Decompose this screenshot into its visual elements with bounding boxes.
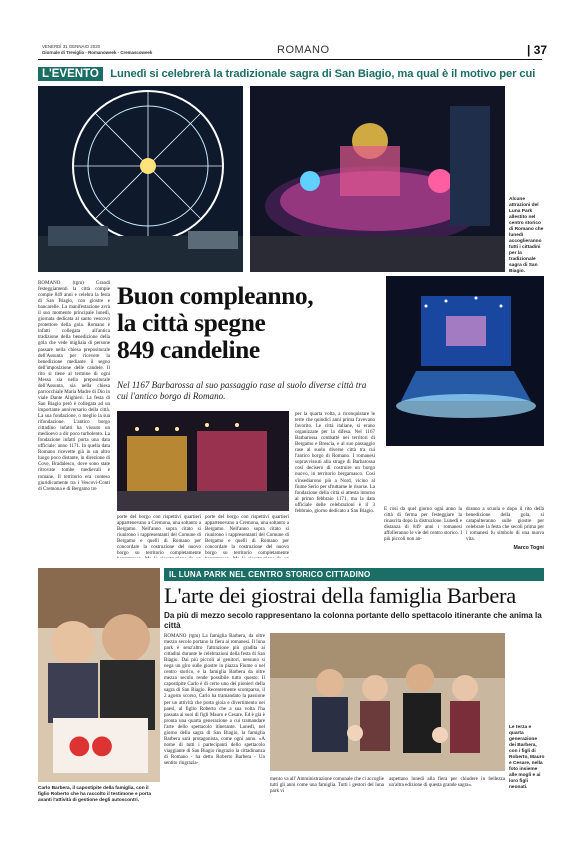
kicker-text: Lunedì si celebrerà la tradizionale sagra di San Biagio, ma qual è il motivo per cui — [110, 68, 536, 80]
headline-line: 849 candeline — [117, 335, 260, 364]
article2-deck: Da più di mezzo secolo rappresentano la colonna portante dello spettacolo itinerante che anima la città — [164, 611, 542, 630]
article1-column-3: per la quarta volta, a riconquistare le terre che quindici anni prima l'avevano favorito. Le città italiane, si erano organizzate per la difesa. Nel 1167 Barbarossa combatté nei territori di Bergamo e Brescia, e al suo passaggio rase al suolo diverse città tra cui l'antico borgo di Romano. I romanesi sopravvissuti alla strage di Barbarossa così decisero di costruire un borgo nuovo, in territorio bergamasco. Così s'insediarono più a Nord, vicino al fiume Serio per sfruttarne le risorse. La fondazione della città si attesta intorno al primo febbraio 1171, ma la data ufficiale delle celebrazioni è il 3 febbraio, giorno dedicato a San Biagio. — [295, 411, 375, 514]
photo-ferris-wheel — [38, 86, 243, 272]
article1-column-2b: porte del borgo con rispettivi quartieri appartenevano a Cremona, una soltanto a Bergamo. Nell'anno sopra citato si riunirono i rappresentanti del Comune di Bergamo e quelli di Romano per concordare la costruzione del nuovo borgo su territorio completamente — [205, 514, 289, 557]
kicker-label: L'EVENTO — [38, 67, 103, 81]
photo-caption-left: Carlo Barbera, il capostipite della famiglia, con il figlio Roberto che ha raccolto il testimone e porta avanti l'attività di gestione degli autoscontri. — [38, 786, 152, 803]
photo-luna-park-night — [250, 86, 505, 272]
headline-line: Buon compleanno, — [117, 281, 314, 310]
photo-carousel-night — [386, 276, 544, 446]
article1-column-2a: porte del borgo con rispettivi quartieri appartenevano a Cremona, una soltanto a Bergamo. Nell'anno sopra citato si riunirono i rappresentanti del Comune di Bergamo e quelli di Romano per concordare la costruzione del nuovo borgo su territorio completamente — [117, 514, 201, 557]
article1-column-4: E così da quel giorno ogni anno la città di ferma per festeggiare la rinascita dopo la distruzione. Lunedì e distanza di 849 anni i romanesi affolleranno le vie del centro storico. I più piccoli non an- — [384, 506, 462, 543]
article1-headline — [117, 282, 377, 363]
event-kicker — [38, 64, 542, 80]
svg-text:●●: ●● — [68, 730, 114, 760]
photo-caption-top: Alcune attrazioni del Luna Park allestito nel centro storico di Romano che lunedì accoglieranno tutti i cittadini per la tradizionale sagra di San Biagio. — [509, 197, 544, 274]
photo-stalls-night — [117, 411, 289, 511]
photo-carlo-roberto — [38, 568, 160, 782]
article1-deck: Nel 1167 Barbarossa al suo passaggio rase al suolo diverse città tra cui l'antico borgo di Romano. — [117, 380, 367, 401]
publication-name: Giornale di Treviglio - Romanoweek - Cremascoweek — [42, 50, 153, 55]
article2-column-2: mento va all' Amministrazione comunale che ci accoglie tutti gli anni come una famiglia. Tutti i gestori del luna park vi — [270, 776, 385, 795]
article1-column-1: ROMANO (tgm) Grandi festeggiamenti la città compie compie 849 anni e celebra la festa di San Biagio, con giostre e bancarelle. La manifestazione avrà il suo momento principale lunedì, giornata dedicata al santo vescovo protettore della gola. Romano è infatti collegata all'antica tradizione della benedizione della gola che vede migliaia di persone passare nella chiesa prepositurale dell'Assunta per ricevere la benedizione mediante il segno dell'imposizione delle candele. Il rito si tiene al termine di ogni Messa sia nella prepositurale dell'Assunta, sia nella chiesa parrocchiale Maria Madre di Dio in viale Dante Alighieri. La festa di San Biagio però è collegata ad un importante anniversario della città. La sua fondazione, o meglio la sua rifondazione. L'antico borgo cittadino infatti ha vissuto un medioevo a dir poco turbolento. La fondazione infatti porta una data ufficiale: anno 1171. In quella data Romano ricevette già in un altro luogo poco distante, in direzione di Cove, Bradalesco, dove sono state ritrovate tombe medievali e romane. Il territorio era conteso giuridicamente tra i Vescovi-Conti di Cremona e di Bergamo tre — [38, 280, 110, 492]
header-rule — [38, 59, 542, 60]
headline-line: la città spegne — [117, 308, 266, 337]
article1-column-5: dranno a scuola e dopo il rito della benedizione della gola, si catapulteranno sulle giostre per celebrare la festa che secoli prima per i romanesi fu simbolo di una nuova vita. — [466, 506, 544, 543]
article2-headline: L'arte dei giostrai della famiglia Barbera — [164, 583, 516, 608]
page-number: | 37 — [527, 43, 548, 57]
article2-column-1: ROMANO (tgm) La famiglia Barbera, da oltre mezzo secolo portano la fiera ai romanesi. Il luna park è senz'altro l'attrazione più gradita ai cittadini durante le celebrazioni della festa di San Biagio. Dai più piccoli ai genitori, nessuno si nega un giro sulle giostre in piazza Fiume o nel centro storico, e la famiglia Barbera da oltre mezzo secolo rende possibile tutto questo. Il capostipite Carlo è di certo uno dei pionieri della sagra di San Biagio. Recentemente scomparso, il 2 agosto scorso, Carlo ha tramandato la passione per un attività che porta gioia e divertimento nei paesi, al figlio Roberto che a sua volta l'ha passata ai suoi di figli Mauro e Cesare. Ed è già è pronta una quarta generazione a cui tramandare l'arte dello spettacolo itinerante. Lunedì, nel giorno della sagra di San Biagio, la famiglia Barbera sarà protagonista, come ogni anno. «A nome di tutti i partecipanti dello spettacolo viaggiante di San Biagio ringrazio la cittadinanza di Romano - ha detto Roberto Barbera - Un sentito ringrazia- — [164, 633, 265, 766]
photo-caption-right: Le terza e quarta generazione dei Barbera, con i figli di Roberto, Mauro e Cesare, nella foto insieme alle mogli e ai loro figli neonati. — [509, 725, 545, 790]
article1-signature: Marco Togni — [513, 545, 544, 551]
section-name: ROMANO — [277, 44, 330, 56]
article2-band: IL LUNA PARK NEL CENTRO STORICO CITTADINO — [164, 568, 544, 581]
issue-date: VENERDÌ 31 GENNAIO 2020 — [42, 44, 101, 49]
photo-barbera-family — [270, 633, 505, 771]
article2-column-3: aspettano lunedì alla fiera per chiudere in bellezza un'altra edizione di questa grande sagra». — [389, 776, 505, 789]
